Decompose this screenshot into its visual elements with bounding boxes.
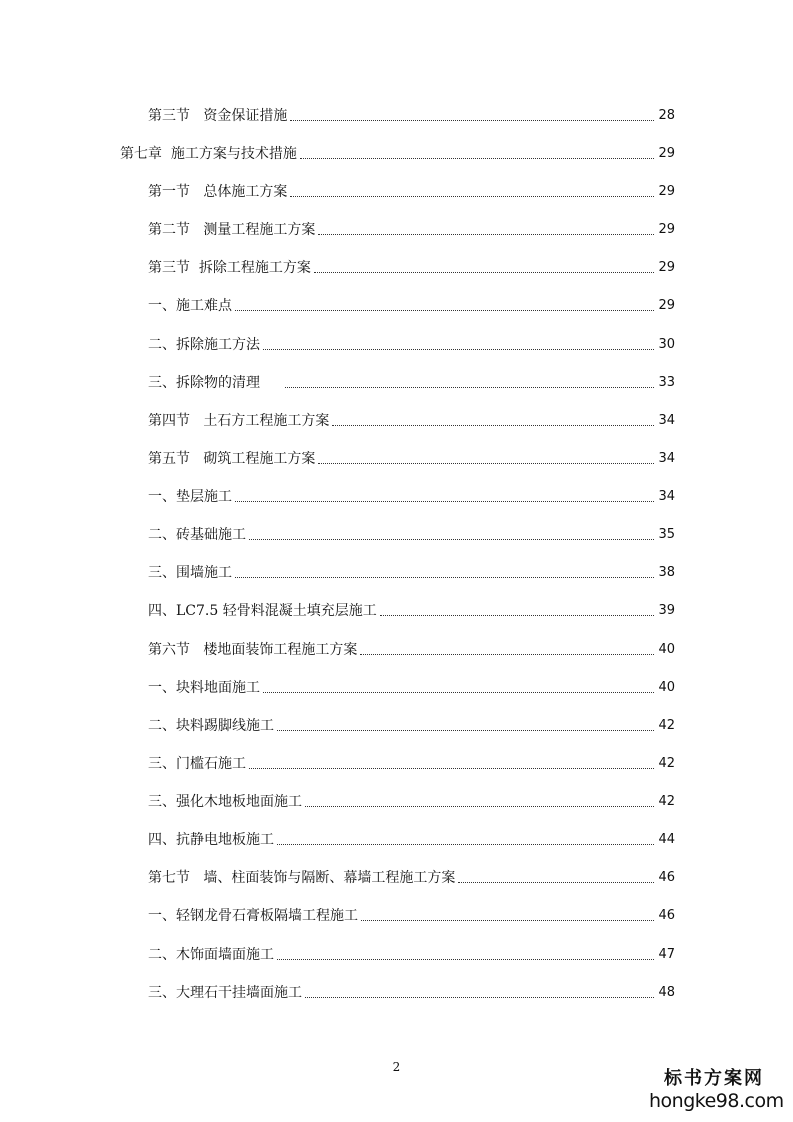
toc-entry-page: 29 bbox=[658, 146, 675, 161]
toc-entry[interactable] bbox=[148, 335, 675, 355]
toc-entry-page: 40 bbox=[658, 642, 675, 657]
toc-entry-title: 一、垫层施工 bbox=[148, 489, 232, 505]
toc-entry-page: 48 bbox=[658, 985, 675, 1000]
toc-entry[interactable] bbox=[148, 258, 675, 278]
toc-leader-dots bbox=[305, 806, 654, 807]
toc-entry-page: 38 bbox=[658, 565, 675, 580]
toc-leader-dots bbox=[285, 387, 654, 388]
toc-leader-dots bbox=[277, 730, 654, 731]
toc-entry[interactable] bbox=[148, 830, 675, 850]
toc-leader-dots bbox=[318, 463, 654, 464]
toc-entry-page: 28 bbox=[658, 108, 675, 123]
toc-entry-title: 二、木饰面墙面施工 bbox=[148, 947, 274, 963]
toc-entry[interactable] bbox=[148, 983, 675, 1003]
toc-entry-title: 第四节 土石方工程施工方案 bbox=[148, 413, 330, 429]
toc-entry-title: 第六节 楼地面装饰工程施工方案 bbox=[148, 642, 358, 658]
toc-entry-title: 三、大理石干挂墙面施工 bbox=[148, 985, 302, 1001]
toc-entry-title: 第三节 资金保证措施 bbox=[148, 108, 288, 124]
toc-leader-dots bbox=[458, 882, 654, 883]
toc-leader-dots bbox=[300, 158, 655, 159]
watermark-title: 标书方案网 bbox=[664, 1068, 764, 1089]
toc-entry-title: 三、门槛石施工 bbox=[148, 756, 246, 772]
toc-entry[interactable] bbox=[148, 487, 675, 507]
toc-leader-dots bbox=[249, 539, 654, 540]
toc-entry-title: 第五节 砌筑工程施工方案 bbox=[148, 451, 316, 467]
toc-entry[interactable] bbox=[148, 868, 675, 888]
toc-entry[interactable] bbox=[148, 411, 675, 431]
toc-entry-page: 42 bbox=[658, 718, 675, 733]
toc-entry-page: 29 bbox=[658, 222, 675, 237]
toc-leader-dots bbox=[380, 615, 655, 616]
toc-leader-dots bbox=[318, 234, 654, 235]
toc-entry-page: 44 bbox=[658, 832, 675, 847]
toc-entry[interactable] bbox=[120, 144, 675, 164]
toc-entry[interactable] bbox=[148, 449, 675, 469]
toc-entry-title: 三、拆除物的清理 bbox=[148, 375, 283, 391]
toc-entry-title: 第七章 施工方案与技术措施 bbox=[120, 146, 297, 162]
toc-entry-page: 42 bbox=[658, 756, 675, 771]
toc-entry[interactable] bbox=[148, 945, 675, 965]
toc-leader-dots bbox=[235, 501, 654, 502]
toc-entry-page: 30 bbox=[658, 337, 675, 352]
toc-entry[interactable] bbox=[148, 716, 675, 736]
toc-entry-title: 一、块料地面施工 bbox=[148, 680, 260, 696]
toc-entry-page: 39 bbox=[658, 603, 675, 618]
toc-entry-page: 34 bbox=[658, 451, 675, 466]
toc-entry-title: 三、强化木地板地面施工 bbox=[148, 794, 302, 810]
toc-entry[interactable] bbox=[148, 563, 675, 583]
toc-entry-title: 四、LC7.5 轻骨料混凝土填充层施工 bbox=[148, 603, 377, 619]
toc-entry[interactable] bbox=[148, 220, 675, 240]
toc-entry[interactable] bbox=[148, 906, 675, 926]
toc-entry-page: 34 bbox=[658, 413, 675, 428]
toc-entry-page: 29 bbox=[658, 184, 675, 199]
toc-entry-title: 第三节 拆除工程施工方案 bbox=[148, 260, 311, 276]
toc-entry-title: 三、围墙施工 bbox=[148, 565, 232, 581]
toc-entry-page: 42 bbox=[658, 794, 675, 809]
toc-leader-dots bbox=[263, 349, 654, 350]
toc-entry-page: 40 bbox=[658, 680, 675, 695]
toc-leader-dots bbox=[361, 920, 654, 921]
toc-leader-dots bbox=[235, 310, 654, 311]
toc-leader-dots bbox=[263, 692, 654, 693]
toc-entry-title: 第七节 墙、柱面装饰与隔断、幕墙工程施工方案 bbox=[148, 870, 456, 886]
toc-entry-title: 二、块料踢脚线施工 bbox=[148, 718, 274, 734]
toc-entry[interactable] bbox=[148, 601, 675, 621]
toc-entry-title: 一、施工难点 bbox=[148, 298, 232, 314]
toc-entry-title: 二、砖基础施工 bbox=[148, 527, 246, 543]
toc-entry-page: 33 bbox=[658, 375, 675, 390]
toc-entry-page: 47 bbox=[658, 947, 675, 962]
toc-leader-dots bbox=[249, 768, 654, 769]
toc-entry[interactable] bbox=[148, 640, 675, 660]
toc-entry-page: 34 bbox=[658, 489, 675, 504]
toc-leader-dots bbox=[290, 196, 654, 197]
toc-leader-dots bbox=[235, 577, 654, 578]
toc-entry-page: 35 bbox=[658, 527, 675, 542]
toc-entry[interactable] bbox=[148, 296, 675, 316]
toc-leader-dots bbox=[360, 654, 654, 655]
toc-entry-page: 29 bbox=[658, 298, 675, 313]
toc-entry-title: 四、抗静电地板施工 bbox=[148, 832, 274, 848]
toc-entry[interactable] bbox=[148, 106, 675, 126]
watermark-logo bbox=[649, 1068, 784, 1112]
toc-leader-dots bbox=[332, 425, 654, 426]
toc-entry[interactable] bbox=[148, 678, 675, 698]
toc-entry-page: 46 bbox=[658, 908, 675, 923]
watermark-url: hongke98.com bbox=[649, 1090, 784, 1112]
toc-entry-title: 第一节 总体施工方案 bbox=[148, 184, 288, 200]
toc-entry[interactable] bbox=[148, 525, 675, 545]
toc-entry[interactable] bbox=[148, 373, 675, 393]
toc-entry-title: 一、轻钢龙骨石膏板隔墙工程施工 bbox=[148, 908, 358, 924]
toc-leader-dots bbox=[277, 959, 654, 960]
toc-leader-dots bbox=[277, 844, 654, 845]
toc-entry[interactable] bbox=[148, 182, 675, 202]
toc-entry-page: 46 bbox=[658, 870, 675, 885]
toc-entry-title: 第二节 测量工程施工方案 bbox=[148, 222, 316, 238]
toc-entry[interactable] bbox=[148, 792, 675, 812]
toc-entry[interactable] bbox=[148, 754, 675, 774]
toc-leader-dots bbox=[290, 120, 654, 121]
toc-leader-dots bbox=[305, 997, 654, 998]
toc-leader-dots bbox=[314, 272, 655, 273]
page-number: 2 bbox=[392, 1060, 401, 1074]
toc-entry-page: 29 bbox=[658, 260, 675, 275]
toc-entry-title: 二、拆除施工方法 bbox=[148, 337, 260, 353]
